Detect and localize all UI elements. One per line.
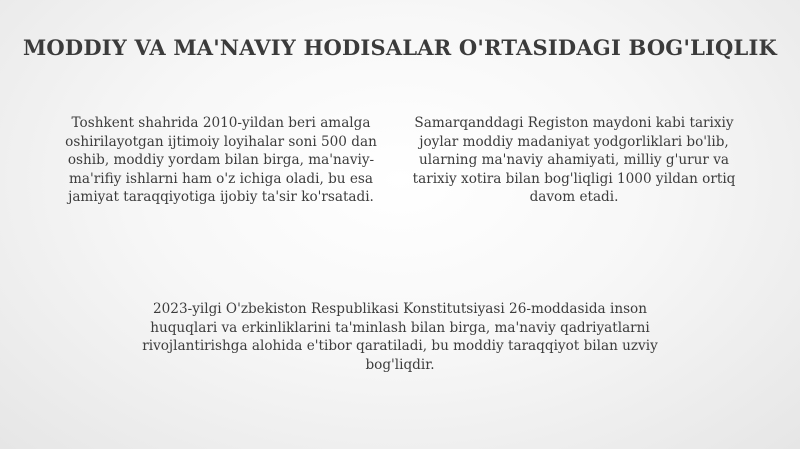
left-paragraph: Toshkent shahrida 2010-yildan beri amalga oshirilayotgan ijtimoiy loyihalar soni 500 dan oshib, moddiy yordam bilan birga, ma'naviy-ma'rifiy ishlarni ham o'z ichiga oladi, bu esa jamiyat taraqqiyotiga ijobiy ta'sir ko'rsatadi. xyxy=(65,115,377,205)
slide-title: MODDIY VA MA'NAVIY HODISALAR O'RTASIDAGI BOG'LIQLIK xyxy=(22,35,777,60)
right-paragraph: Samarqanddagi Registon maydoni kabi tarixiy joylar moddiy madaniyat yodgorliklari bo'lib, ularning ma'naviy ahamiyati, milliy g'urur va tarixiy xotira bilan bog'liqligi 1000 yildan ortiq davom etadi. xyxy=(412,115,736,205)
bottom-paragraph: 2023-yilgi O'zbekiston Respublikasi Konstitutsiyasi 26-moddasida inson huquqlari va erkinliklarini ta'minlash bilan birga, ma'naviy qadriyatlarni rivojlantirishga alohida e'tibor qaratiladi, bu moddiy taraqqiyot bilan uzviy bog'liqdir. xyxy=(142,301,658,373)
